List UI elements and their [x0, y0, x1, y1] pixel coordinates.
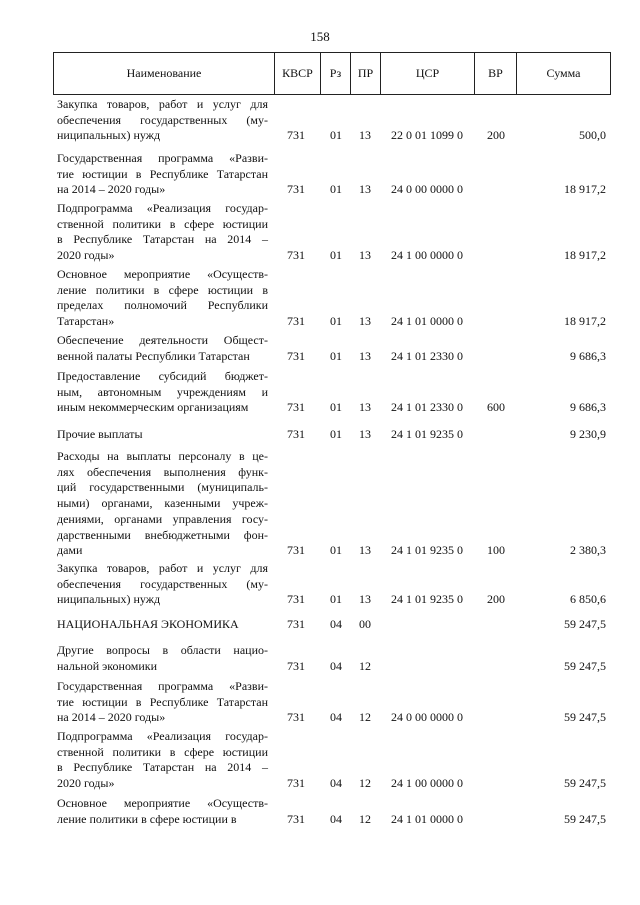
row-name [57, 796, 268, 827]
row-pr: 00 [359, 616, 371, 631]
row-kvsr: 731 [287, 314, 305, 329]
header-csr: ЦСР [380, 53, 474, 94]
row-sum: 500,0 [579, 128, 606, 143]
row-pr: 12 [359, 710, 371, 725]
table-row [0, 796, 640, 827]
table-row [0, 97, 640, 144]
row-kvsr: 731 [287, 128, 305, 143]
row-name-line: Татарстан» [57, 314, 115, 329]
row-rz: 01 [330, 314, 342, 329]
row-csr: 24 0 00 0000 0 [391, 182, 463, 197]
row-name-line: ление политики в сфере юстиции в [57, 282, 268, 297]
table-row [0, 561, 640, 608]
row-name-line: дениями, органами управления госу- [57, 511, 268, 526]
row-pr: 13 [359, 543, 371, 558]
row-sum: 9 230,9 [570, 426, 606, 441]
row-csr: 24 1 01 9235 0 [391, 426, 463, 441]
row-name [57, 449, 268, 559]
table-row [0, 201, 640, 264]
row-vr: 600 [487, 400, 505, 415]
row-name-line: ление политики в сфере юстиции в [57, 811, 237, 826]
row-name-line: в Республике Татарстан на 2014 – [57, 760, 268, 775]
row-kvsr: 731 [287, 426, 305, 441]
table-row [0, 267, 640, 330]
row-rz: 04 [330, 811, 342, 826]
row-name-line: в Республике Татарстан на 2014 – [57, 232, 268, 247]
row-sum: 59 247,5 [564, 616, 606, 631]
row-pr: 12 [359, 811, 371, 826]
row-kvsr: 731 [287, 616, 305, 631]
row-name-line: Расходы на выплаты персоналу в це- [57, 449, 268, 463]
row-sum: 59 247,5 [564, 658, 606, 673]
row-rz: 01 [330, 592, 342, 607]
row-kvsr: 731 [287, 592, 305, 607]
row-name [57, 617, 268, 633]
row-pr: 12 [359, 658, 371, 673]
header-sum: Сумма [516, 53, 610, 94]
row-kvsr: 731 [287, 400, 305, 415]
row-rz: 01 [330, 400, 342, 415]
row-name-line: Закупка товаров, работ и услуг для [57, 561, 268, 575]
row-sum: 6 850,6 [570, 592, 606, 607]
row-name-line: Государственная программа «Разви- [57, 151, 268, 165]
row-name-line: венной палаты Республики Татарстан [57, 348, 250, 363]
row-vr: 100 [487, 543, 505, 558]
row-pr: 12 [359, 776, 371, 791]
row-kvsr: 731 [287, 182, 305, 197]
row-name [57, 561, 268, 608]
row-name-line: ниципальных) нужд [57, 592, 161, 607]
row-csr: 22 0 01 1099 0 [391, 128, 463, 143]
row-rz: 04 [330, 710, 342, 725]
row-name-line: Государственная программа «Разви- [57, 679, 268, 693]
row-pr: 13 [359, 426, 371, 441]
row-pr: 13 [359, 314, 371, 329]
row-rz: 01 [330, 543, 342, 558]
row-csr: 24 1 01 9235 0 [391, 543, 463, 558]
row-csr: 24 1 01 9235 0 [391, 592, 463, 607]
row-name [57, 679, 268, 726]
row-rz: 01 [330, 348, 342, 363]
row-pr: 13 [359, 400, 371, 415]
header-vr: ВР [474, 53, 516, 94]
row-name-line: Прочие выплаты [57, 427, 143, 441]
row-sum: 9 686,3 [570, 400, 606, 415]
row-name-line: ственной политики в сфере юстиции [57, 744, 268, 759]
table-header [53, 52, 611, 95]
row-name [57, 643, 268, 674]
row-sum: 18 917,2 [564, 182, 606, 197]
row-name [57, 201, 268, 264]
row-name-line: 2020 годы» [57, 248, 115, 263]
row-rz: 01 [330, 248, 342, 263]
table-row [0, 679, 640, 726]
row-name-line: пределах полномочий Республики [57, 298, 268, 313]
row-name-line: нальной экономики [57, 658, 157, 673]
header-kvsr: КВСР [274, 53, 320, 94]
row-name-line: Обеспечение деятельности Общест- [57, 333, 268, 347]
row-name-line: Основное мероприятие «Осуществ- [57, 267, 268, 281]
row-rz: 04 [330, 616, 342, 631]
row-name-line: обеспечения государственных (му- [57, 576, 268, 591]
header-pr: ПР [350, 53, 380, 94]
row-kvsr: 731 [287, 248, 305, 263]
row-rz: 01 [330, 128, 342, 143]
row-name-line: дами [57, 543, 83, 558]
table-row [0, 729, 640, 792]
row-rz: 01 [330, 182, 342, 197]
row-csr: 24 0 00 0000 0 [391, 710, 463, 725]
row-sum: 18 917,2 [564, 248, 606, 263]
row-pr: 13 [359, 182, 371, 197]
row-name-line: тие юстиции в Республике Татарстан [57, 694, 268, 709]
row-name-line: Основное мероприятие «Осуществ- [57, 796, 268, 810]
row-sum: 59 247,5 [564, 811, 606, 826]
row-name-line: 2020 годы» [57, 776, 115, 791]
row-csr: 24 1 00 0000 0 [391, 776, 463, 791]
row-kvsr: 731 [287, 658, 305, 673]
row-csr: 24 1 01 2330 0 [391, 348, 463, 363]
row-name-line: Другие вопросы в области нацио- [57, 643, 268, 657]
row-pr: 13 [359, 592, 371, 607]
row-vr: 200 [487, 128, 505, 143]
row-name [57, 427, 268, 443]
row-kvsr: 731 [287, 543, 305, 558]
row-name-line: на 2014 – 2020 годы» [57, 710, 166, 725]
row-pr: 13 [359, 348, 371, 363]
row-name-line: лях обеспечения выполнения функ- [57, 464, 268, 479]
row-name [57, 267, 268, 330]
row-sum: 59 247,5 [564, 710, 606, 725]
row-name-line: обеспечения государственных (му- [57, 112, 268, 127]
table-row [0, 449, 640, 559]
row-name-line: дарственными внебюджетными фон- [57, 527, 268, 542]
table-row [0, 369, 640, 416]
row-csr: 24 1 01 0000 0 [391, 314, 463, 329]
row-name [57, 369, 268, 416]
row-name-line: иным некоммерческим организациям [57, 400, 249, 415]
row-sum: 9 686,3 [570, 348, 606, 363]
row-kvsr: 731 [287, 776, 305, 791]
row-pr: 13 [359, 248, 371, 263]
table-row [0, 427, 640, 443]
table-row [0, 333, 640, 364]
page-number: 158 [310, 29, 330, 44]
header-rz: Рз [320, 53, 350, 94]
row-csr: 24 1 01 0000 0 [391, 811, 463, 826]
table-row [0, 643, 640, 674]
row-rz: 01 [330, 426, 342, 441]
row-pr: 13 [359, 128, 371, 143]
row-name-line: ций государственными (муниципаль- [57, 480, 268, 495]
row-sum: 59 247,5 [564, 776, 606, 791]
row-rz: 04 [330, 776, 342, 791]
row-name-line: ными) органами, казенными учреж- [57, 496, 268, 511]
row-name-line: Предоставление субсидий бюджет- [57, 369, 268, 383]
row-name [57, 97, 268, 144]
row-name-line: ниципальных) нужд [57, 128, 161, 143]
row-sum: 18 917,2 [564, 314, 606, 329]
header-name: Наименование [126, 66, 202, 80]
row-name [57, 333, 268, 364]
row-kvsr: 731 [287, 710, 305, 725]
row-name-line: Подпрограмма «Реализация государ- [57, 201, 268, 215]
table-row [0, 617, 640, 633]
row-name-line: Подпрограмма «Реализация государ- [57, 729, 268, 743]
row-csr: 24 1 00 0000 0 [391, 248, 463, 263]
row-csr: 24 1 01 2330 0 [391, 400, 463, 415]
row-vr: 200 [487, 592, 505, 607]
row-kvsr: 731 [287, 811, 305, 826]
row-name-line: ным, автономным учреждениям и [57, 384, 268, 399]
row-rz: 04 [330, 658, 342, 673]
row-name-line: Закупка товаров, работ и услуг для [57, 97, 268, 111]
row-sum: 2 380,3 [570, 543, 606, 558]
row-name-line: ственной политики в сфере юстиции [57, 216, 268, 231]
table-row [0, 151, 640, 198]
row-name [57, 151, 268, 198]
row-kvsr: 731 [287, 348, 305, 363]
row-name-line: на 2014 – 2020 годы» [57, 182, 166, 197]
row-name [57, 729, 268, 792]
row-name-line: тие юстиции в Республике Татарстан [57, 166, 268, 181]
row-name-line: НАЦИОНАЛЬНАЯ ЭКОНОМИКА [57, 617, 239, 631]
